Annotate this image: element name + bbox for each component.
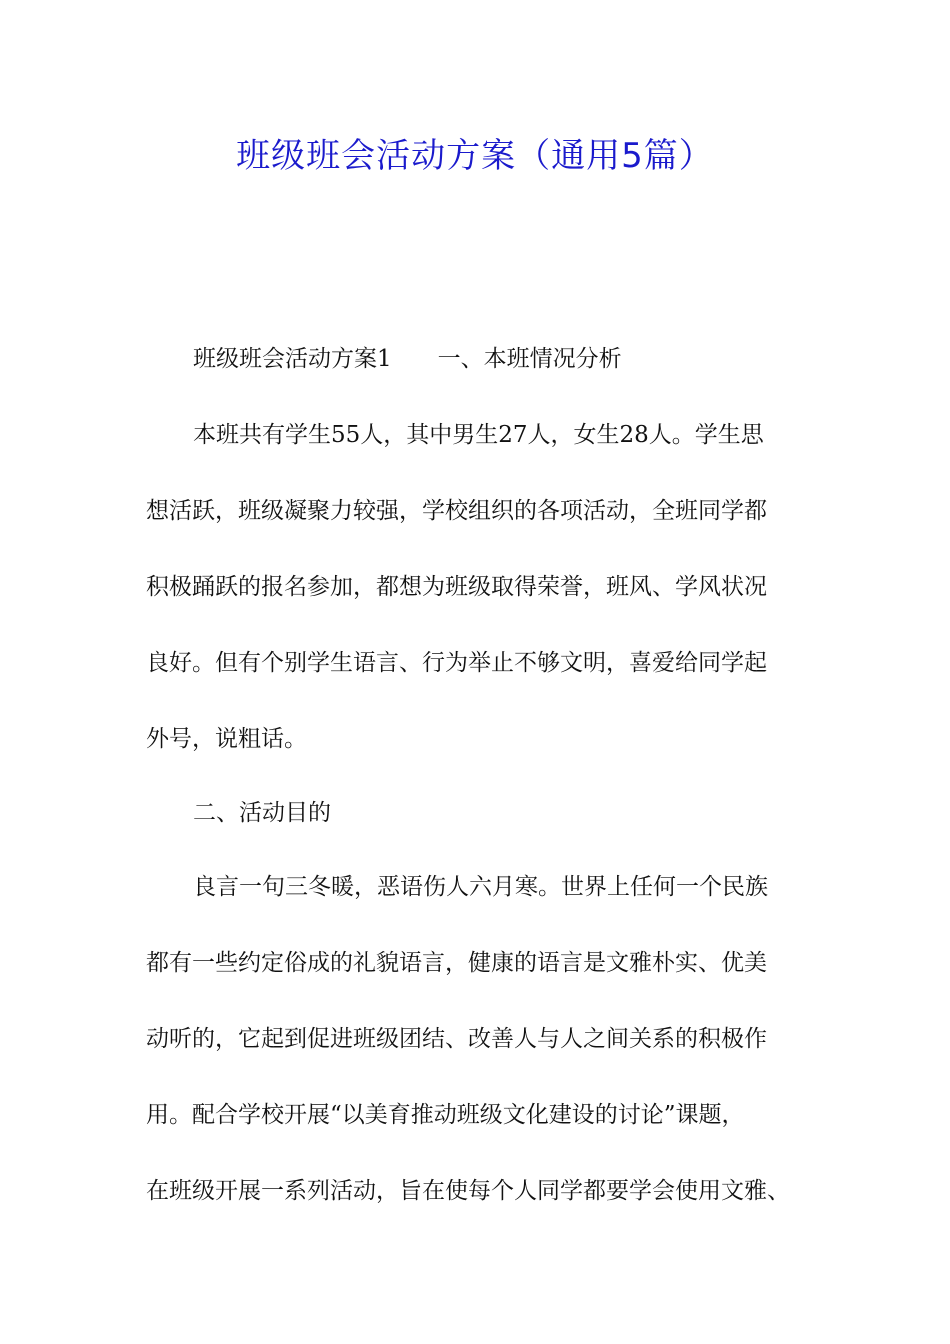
paragraph-line: 积极踊跃的报名参加，都想为班级取得荣誉，班风、学风状况 xyxy=(146,574,767,600)
paragraph-line: 动听的，它起到促进班级团结、改善人与人之间关系的积极作 xyxy=(146,1026,767,1052)
plan-heading: 班级班会活动方案1 xyxy=(193,346,392,372)
document-title: 班级班会活动方案（通用5篇） xyxy=(236,136,714,176)
paragraph-line: 本班共有学生55人，其中男生27人，女生28人。学生思 xyxy=(193,422,764,448)
section1-heading: 一、本班情况分析 xyxy=(437,346,622,372)
paragraph-line: 都有一些约定俗成的礼貌语言，健康的语言是文雅朴实、优美 xyxy=(146,950,767,976)
paragraph-line: 良好。但有个别学生语言、行为举止不够文明，喜爱给同学起 xyxy=(146,650,767,676)
paragraph-line: 在班级开展一系列活动，旨在使每个人同学都要学会使用文雅、 xyxy=(146,1178,790,1204)
section2-heading: 二、活动目的 xyxy=(193,800,331,826)
paragraph-line: 良言一句三冬暖，恶语伤人六月寒。世界上任何一个民族 xyxy=(193,874,768,900)
paragraph-line: 外号，说粗话。 xyxy=(146,726,307,752)
paragraph-line: 用。配合学校开展“以美育推动班级文化建设的讨论”课题， xyxy=(146,1102,745,1128)
heading-line xyxy=(193,340,622,378)
paragraph-line: 想活跃，班级凝聚力较强，学校组织的各项活动，全班同学都 xyxy=(146,498,767,524)
